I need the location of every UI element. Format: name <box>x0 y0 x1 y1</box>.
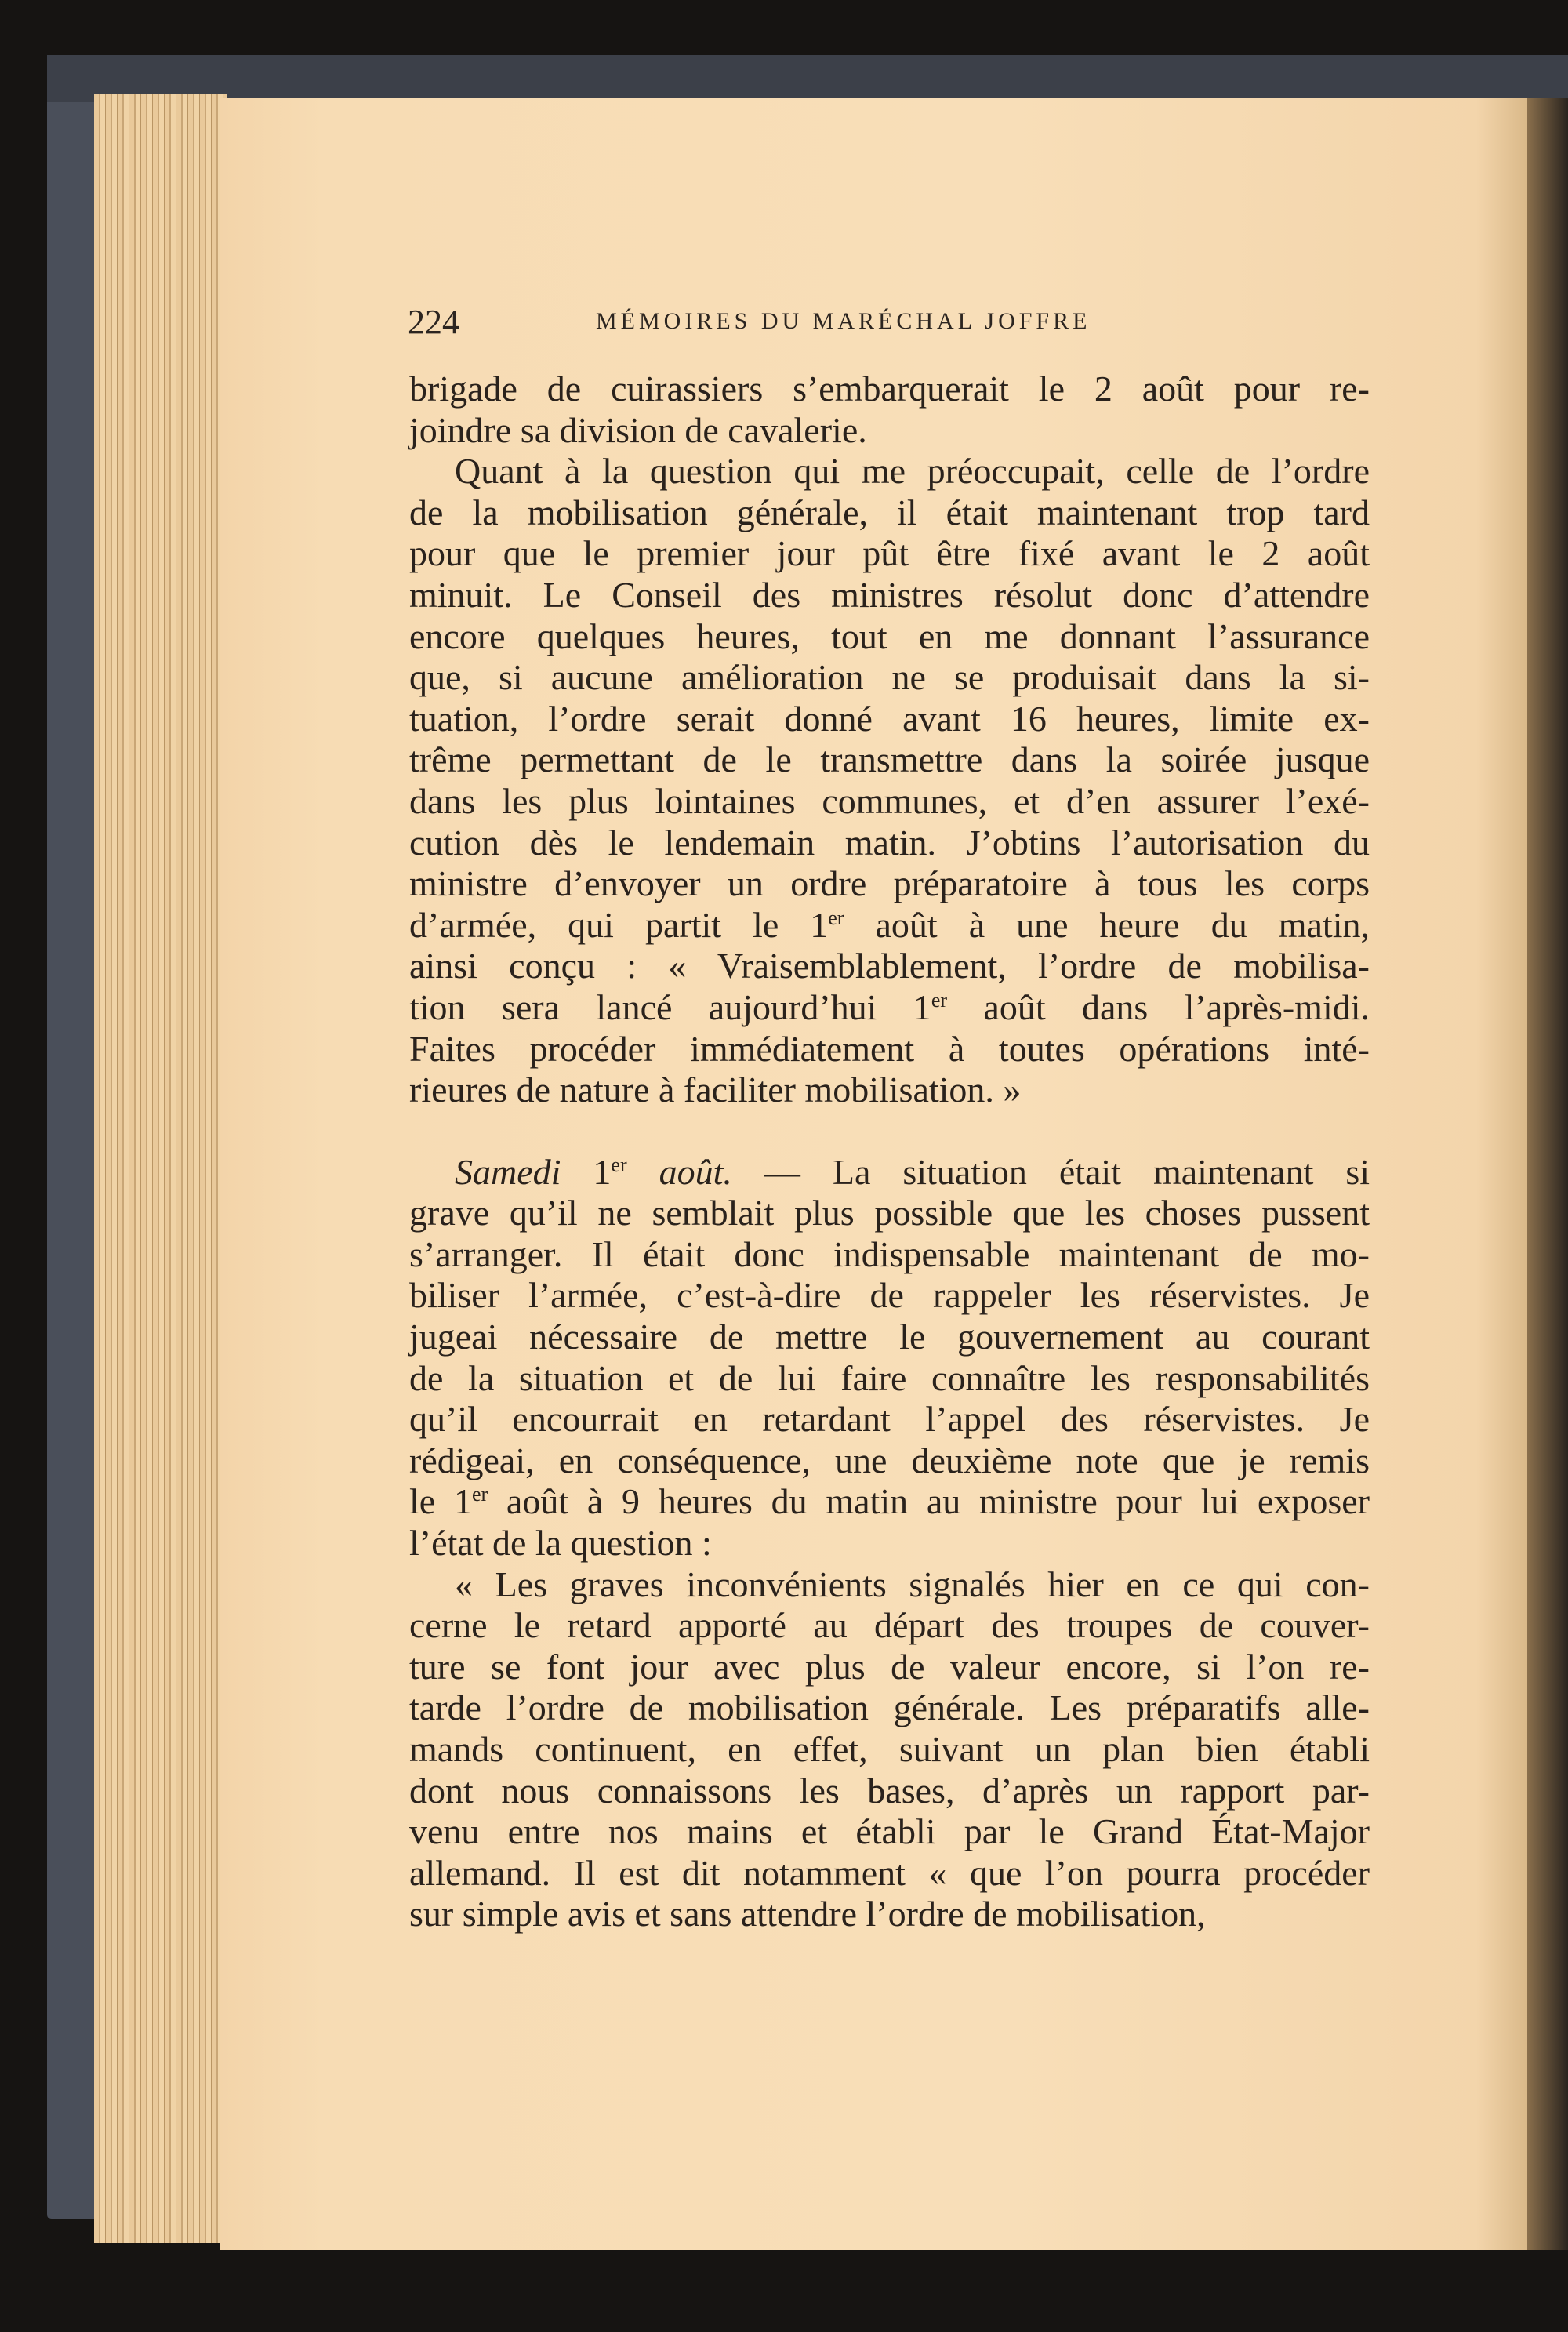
text-segment: l’état de la question : <box>409 1523 712 1564</box>
text-line <box>409 492 1370 534</box>
text-line <box>409 1029 1370 1070</box>
text-segment: août à 9 heures du matin au ministre pour lui exposer <box>488 1481 1370 1522</box>
text-segment: rédigeai, en conséquence, une deuxième note que je remis <box>409 1440 1370 1480</box>
book-gutter <box>1527 98 1568 2250</box>
text-line <box>409 863 1370 905</box>
paragraph <box>409 451 1370 1111</box>
text-line <box>409 699 1370 740</box>
body-text <box>409 369 1370 1935</box>
text-line <box>409 1317 1370 1358</box>
text-segment: « Les graves inconvénients signalés hier en ce qui con- <box>455 1564 1370 1604</box>
text-line <box>409 1605 1370 1647</box>
text-segment: août dans l’après-midi. <box>947 986 1370 1027</box>
italic-text: Samedi <box>455 1151 561 1192</box>
page-number: 224 <box>408 303 459 341</box>
text-segment: Faites procéder immédiatement à toutes opérations inté- <box>409 1028 1370 1069</box>
text-line <box>409 616 1370 658</box>
text-line <box>409 1811 1370 1853</box>
text-segment: encore quelques heures, tout en me donnant l’assurance <box>409 616 1370 656</box>
text-line <box>409 1564 1370 1606</box>
text-segment: s’arranger. Il était donc indispensable maintenant de mo- <box>409 1233 1370 1274</box>
text-segment: rieures de nature à faciliter mobilisation. » <box>409 1070 1022 1110</box>
text-segment: ainsi conçu : « Vraisemblablement, l’ordre de mobilisa- <box>409 946 1370 986</box>
text-line <box>409 739 1370 781</box>
text-line <box>409 1070 1370 1111</box>
superscript: er <box>828 906 844 929</box>
text-segment: cerne le retard apporté au départ des troupes de couver- <box>409 1605 1370 1646</box>
text-segment: allemand. Il est dit notamment « que l’on pourra procéder <box>409 1852 1370 1893</box>
text-segment: d’armée, qui partit le 1 <box>409 904 829 945</box>
superscript: er <box>611 1153 627 1176</box>
text-line <box>409 1771 1370 1812</box>
text-segment: que, si aucune amélioration ne se produisait dans la si- <box>409 657 1370 698</box>
text-segment: août à une heure du matin, <box>844 904 1370 945</box>
text-line <box>409 905 1370 946</box>
text-line <box>409 1523 1370 1564</box>
text-segment: jugeai nécessaire de mettre le gouvernement au courant <box>409 1317 1370 1357</box>
text-segment: ture se font jour avec plus de valeur encore, si l’on re- <box>409 1646 1370 1687</box>
text-line <box>409 946 1370 987</box>
paragraph-gap <box>409 1111 1370 1152</box>
text-line <box>409 1193 1370 1234</box>
page-header <box>408 302 1372 349</box>
text-line <box>409 1729 1370 1771</box>
text-line <box>409 1275 1370 1317</box>
text-line <box>409 533 1370 575</box>
text-segment: mands continuent, en effet, suivant un plan bien établi <box>409 1729 1370 1769</box>
text-line <box>409 1894 1370 1935</box>
text-line <box>409 1647 1370 1688</box>
page-edges <box>94 94 227 2243</box>
text-line <box>409 451 1370 492</box>
paragraph <box>409 369 1370 451</box>
text-segment: ministre d’envoyer un ordre préparatoire à tous les corps <box>409 863 1370 904</box>
text-segment: dont nous connaissons les bases, d’après un rapport par- <box>409 1770 1370 1811</box>
text-line <box>409 1234 1370 1276</box>
text-segment <box>627 1152 659 1192</box>
text-segment: cution dès le lendemain matin. J’obtins l’autorisation du <box>409 822 1370 863</box>
text-line <box>409 369 1370 410</box>
text-segment: 1 <box>561 1151 612 1192</box>
text-line <box>409 987 1370 1029</box>
text-line <box>409 575 1370 616</box>
text-line <box>409 1440 1370 1482</box>
text-segment: minuit. Le Conseil des ministres résolut donc d’attendre <box>409 574 1370 615</box>
text-line <box>409 1853 1370 1894</box>
text-segment: grave qu’il ne semblait plus possible que les choses pussent <box>409 1193 1370 1233</box>
paragraph <box>409 1152 1370 1564</box>
text-segment: de la situation et de lui faire connaître les responsabilités <box>409 1357 1370 1398</box>
italic-text: août. <box>659 1151 732 1192</box>
text-line <box>409 1152 1370 1193</box>
text-segment: pour que le premier jour pût être fixé avant le 2 août <box>409 533 1370 574</box>
text-segment: le 1 <box>409 1481 472 1522</box>
superscript: er <box>471 1483 488 1506</box>
text-segment: biliser l’armée, c’est-à-dire de rappeler les réservistes. Je <box>409 1275 1370 1316</box>
text-line <box>409 1481 1370 1523</box>
text-line <box>409 410 1370 452</box>
text-segment: tion sera lancé aujourd’hui 1 <box>409 986 931 1027</box>
text-segment: tarde l’ordre de mobilisation générale. Les préparatifs alle- <box>409 1687 1370 1728</box>
text-line <box>409 1399 1370 1440</box>
superscript: er <box>931 988 948 1012</box>
text-segment: de la mobilisation générale, il était maintenant trop tard <box>409 492 1370 532</box>
text-line <box>409 823 1370 864</box>
text-segment: trême permettant de le transmettre dans la soirée jusque <box>409 739 1370 780</box>
text-line <box>409 781 1370 823</box>
text-segment: sur simple avis et sans attendre l’ordre de mobilisation, <box>409 1894 1206 1934</box>
text-segment: qu’il encourrait en retardant l’appel des réservistes. Je <box>409 1399 1370 1440</box>
book-cover-top <box>47 55 1568 102</box>
text-line <box>409 657 1370 699</box>
running-title: MÉMOIRES DU MARÉCHAL JOFFRE <box>596 308 1091 334</box>
text-segment: Quant à la question qui me préoccupait, celle de l’ordre <box>455 451 1370 492</box>
paragraph <box>409 1564 1370 1935</box>
text-segment: — La situation était maintenant si <box>731 1151 1370 1192</box>
text-segment: brigade de cuirassiers s’embarquerait le 2 août pour re- <box>409 369 1370 409</box>
text-segment: venu entre nos mains et établi par le Grand État-Major <box>409 1811 1370 1852</box>
text-segment: tuation, l’ordre serait donné avant 16 heures, limite ex- <box>409 698 1370 739</box>
text-line <box>409 1358 1370 1400</box>
text-segment: dans les plus lointaines communes, et d’en assurer l’exé- <box>409 780 1370 821</box>
text-line <box>409 1687 1370 1729</box>
text-segment: joindre sa division de cavalerie. <box>409 409 867 450</box>
